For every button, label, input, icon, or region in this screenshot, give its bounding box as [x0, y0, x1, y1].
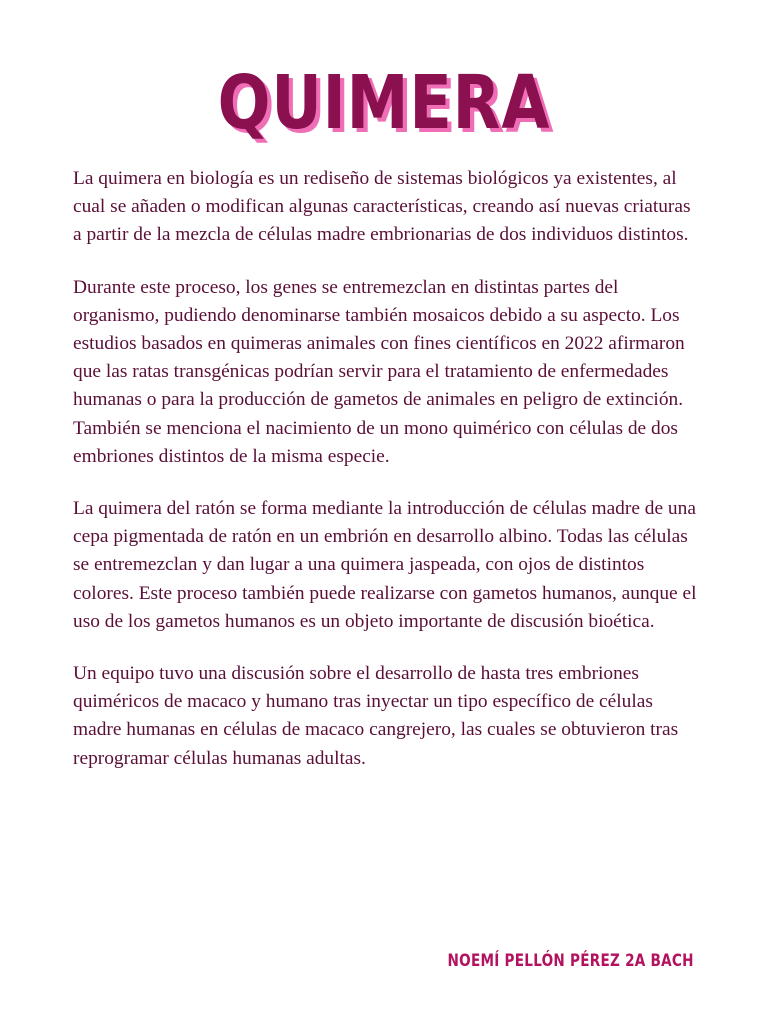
page-title: QUIMERA [217, 60, 551, 146]
paragraph-1: La quimera en biología es un rediseño de sistemas biológicos ya existentes, al cual se añaden o modifican algunas características, creando así nuevas criaturas a partir de la mezcla de células madre embrionarias de dos individuos distintos. [73, 168, 691, 246]
document-body [73, 165, 703, 797]
paragraph-4: Un equipo tuvo una discusión sobre el desarrollo de hasta tres embriones quiméricos de macaco y humano tras inyectar un tipo específico de células madre humanas en células de macaco cangrejero, las cuales se obtuvieron tras reprogramar células humanas adultas. [73, 663, 679, 769]
title-container [0, 58, 768, 148]
paragraph-2: Durante este proceso, los genes se entremezclan en distintas partes del organismo, pudiendo denominarse también mosaicos debido a su aspecto. Los estudios basados en quimeras animales con fines científicos en 2022 afirmaron que las ratas transgénicas podrían servir para el tratamiento de enfermedades humanas o para la producción de gametos de animales en peligro de extinción. También se menciona el nacimiento de un mono quimérico con células de dos embriones distintos de la misma especie. [73, 276, 685, 467]
author-signature: NOEMÍ PELLÓN PÉREZ 2A BACH [447, 951, 694, 971]
paragraph-3: La quimera del ratón se forma mediante la introducción de células madre de una cepa pigmentada de ratón en un embrión en desarrollo albino. Todas las células se entremezclan y dan lugar a una quimera jaspeada, con ojos de distintos colores. Este proceso también puede realizarse con gametos humanos, aunque el uso de los gametos humanos es un objeto importante de discusión bioética. [73, 498, 697, 632]
